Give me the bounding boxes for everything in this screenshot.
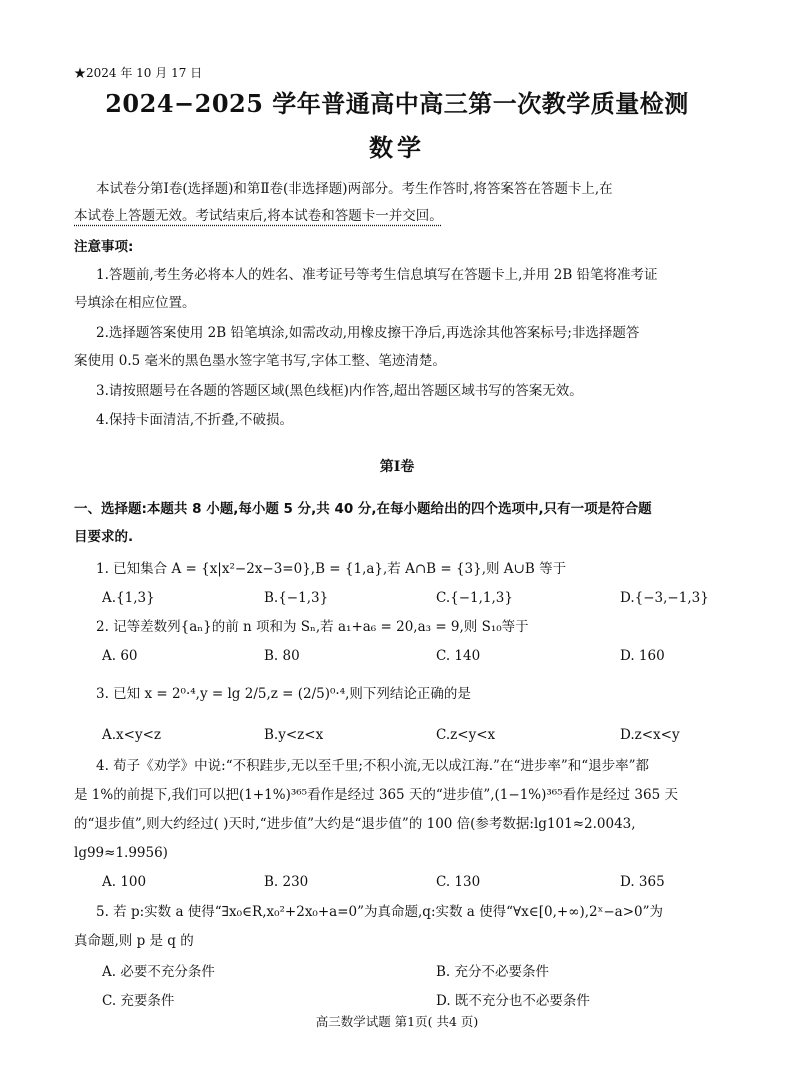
exam-date: ★2024 年 10 月 17 日 [74, 66, 203, 80]
notes-heading: 注意事项: [74, 239, 134, 255]
q5-option-b[interactable]: B. 充分不必要条件 [436, 964, 550, 980]
question-4-stem-line-3: 的“退步值”,则大约经过( )天时,“进步值”大约是“退步值”的 100 倍(参考数据:lg101≈2.0043, [74, 816, 636, 832]
exam-title: 2024−2025 学年普通高中高三第一次教学质量检测 [105, 89, 689, 118]
q5-option-d[interactable]: D. 既不充分也不必要条件 [436, 993, 590, 1009]
question-2-stem: 2. 记等差数列{aₙ}的前 n 项和为 Sₙ,若 a₁+a₆ = 20,a₃ = 9,则 S₁₀等于 [96, 619, 529, 635]
q3-option-c[interactable]: C.z<y<x [436, 727, 496, 743]
question-1-stem: 1. 已知集合 A = {x|x²−2x−3=0},B = {1,a},若 A∩B = {3},则 A∪B 等于 [96, 561, 567, 577]
question-5-stem-line-1: 5. 若 p:实数 a 使得“∃x₀∈R,x₀²+2x₀+a=0”为真命题,q:实数 a 使得“∀x∈[0,+∞),2ˣ−a>0”为 [96, 904, 664, 920]
question-5-stem-line-2: 真命题,则 p 是 q 的 [74, 933, 194, 949]
q1-option-c[interactable]: C.{−1,1,3} [436, 590, 513, 606]
question-4-stem-line-4: lg99≈1.9956) [74, 845, 168, 861]
q2-option-c[interactable]: C. 140 [436, 648, 481, 664]
intro-line-2: 本试卷上答题无效。考试结束后,将本试卷和答题卡一并交回。 [74, 208, 443, 224]
note-4: 4.保持卡面清洁,不折叠,不破损。 [96, 412, 293, 428]
q5-option-c[interactable]: C. 充要条件 [102, 993, 175, 1009]
q2-option-b[interactable]: B. 80 [264, 648, 300, 664]
part-1-title: 第Ⅰ卷 [379, 459, 415, 475]
note-1-line-2: 号填涂在相应位置。 [74, 295, 196, 311]
intro-line-1: 本试卷分第Ⅰ卷(选择题)和第Ⅱ卷(非选择题)两部分。考生作答时,将答案答在答题卡上,在 [96, 181, 613, 197]
page-footer: 高三数学试题 第1页( 共4 页) [315, 1014, 479, 1029]
q1-option-a[interactable]: A.{1,3} [102, 590, 155, 606]
q3-option-d[interactable]: D.z<x<y [620, 727, 680, 743]
note-1-line-1: 1.答题前,考生务必将本人的姓名、准考证号等考生信息填写在答题卡上,并用 2B 铅笔将准考证 [96, 267, 658, 283]
q4-option-d[interactable]: D. 365 [620, 874, 665, 890]
q4-option-a[interactable]: A. 100 [102, 874, 147, 890]
q1-option-d[interactable]: D.{−3,−1,3} [620, 590, 709, 606]
q1-option-b[interactable]: B.{−1,3} [264, 590, 329, 606]
section-instruction-line-2: 目要求的. [74, 529, 134, 545]
q3-option-a[interactable]: A.x<y<z [102, 727, 162, 743]
q3-option-b[interactable]: B.y<z<x [264, 727, 324, 743]
question-4-stem-line-1: 4. 荀子《劝学》中说:“不积跬步,无以至千里;不积小流,无以成江海.”在“进步率”和“退步率”都 [96, 758, 650, 774]
section-instruction-line-1: 一、选择题:本题共 8 小题,每小题 5 分,共 40 分,在每小题给出的四个选项中,只有一项是符合题 [74, 501, 652, 517]
q2-option-a[interactable]: A. 60 [102, 648, 138, 664]
q2-option-d[interactable]: D. 160 [620, 648, 665, 664]
question-4-stem-line-2: 是 1%的前提下,我们可以把(1+1%)³⁶⁵看作是经过 365 天的“进步值”,(1−1%)³⁶⁵看作是经过 365 天 [74, 787, 678, 803]
question-3-stem: 3. 已知 x = 2⁰·⁴,y = lg 2/5,z = (2/5)⁰·⁴,则下列结论正确的是 [96, 686, 471, 702]
q4-option-b[interactable]: B. 230 [264, 874, 309, 890]
note-2-line-2: 案使用 0.5 毫米的黑色墨水签字笔书写,字体工整、笔迹清楚。 [74, 353, 446, 369]
q5-option-a[interactable]: A. 必要不充分条件 [102, 964, 215, 980]
note-2-line-1: 2.选择题答案使用 2B 铅笔填涂,如需改动,用橡皮擦干净后,再选涂其他答案标号;非选择题答 [96, 325, 640, 341]
note-3: 3.请按照题号在各题的答题区域(黑色线框)内作答,超出答题区域书写的答案无效。 [96, 383, 583, 399]
q4-option-c[interactable]: C. 130 [436, 874, 481, 890]
subject-title: 数学 [369, 133, 425, 162]
